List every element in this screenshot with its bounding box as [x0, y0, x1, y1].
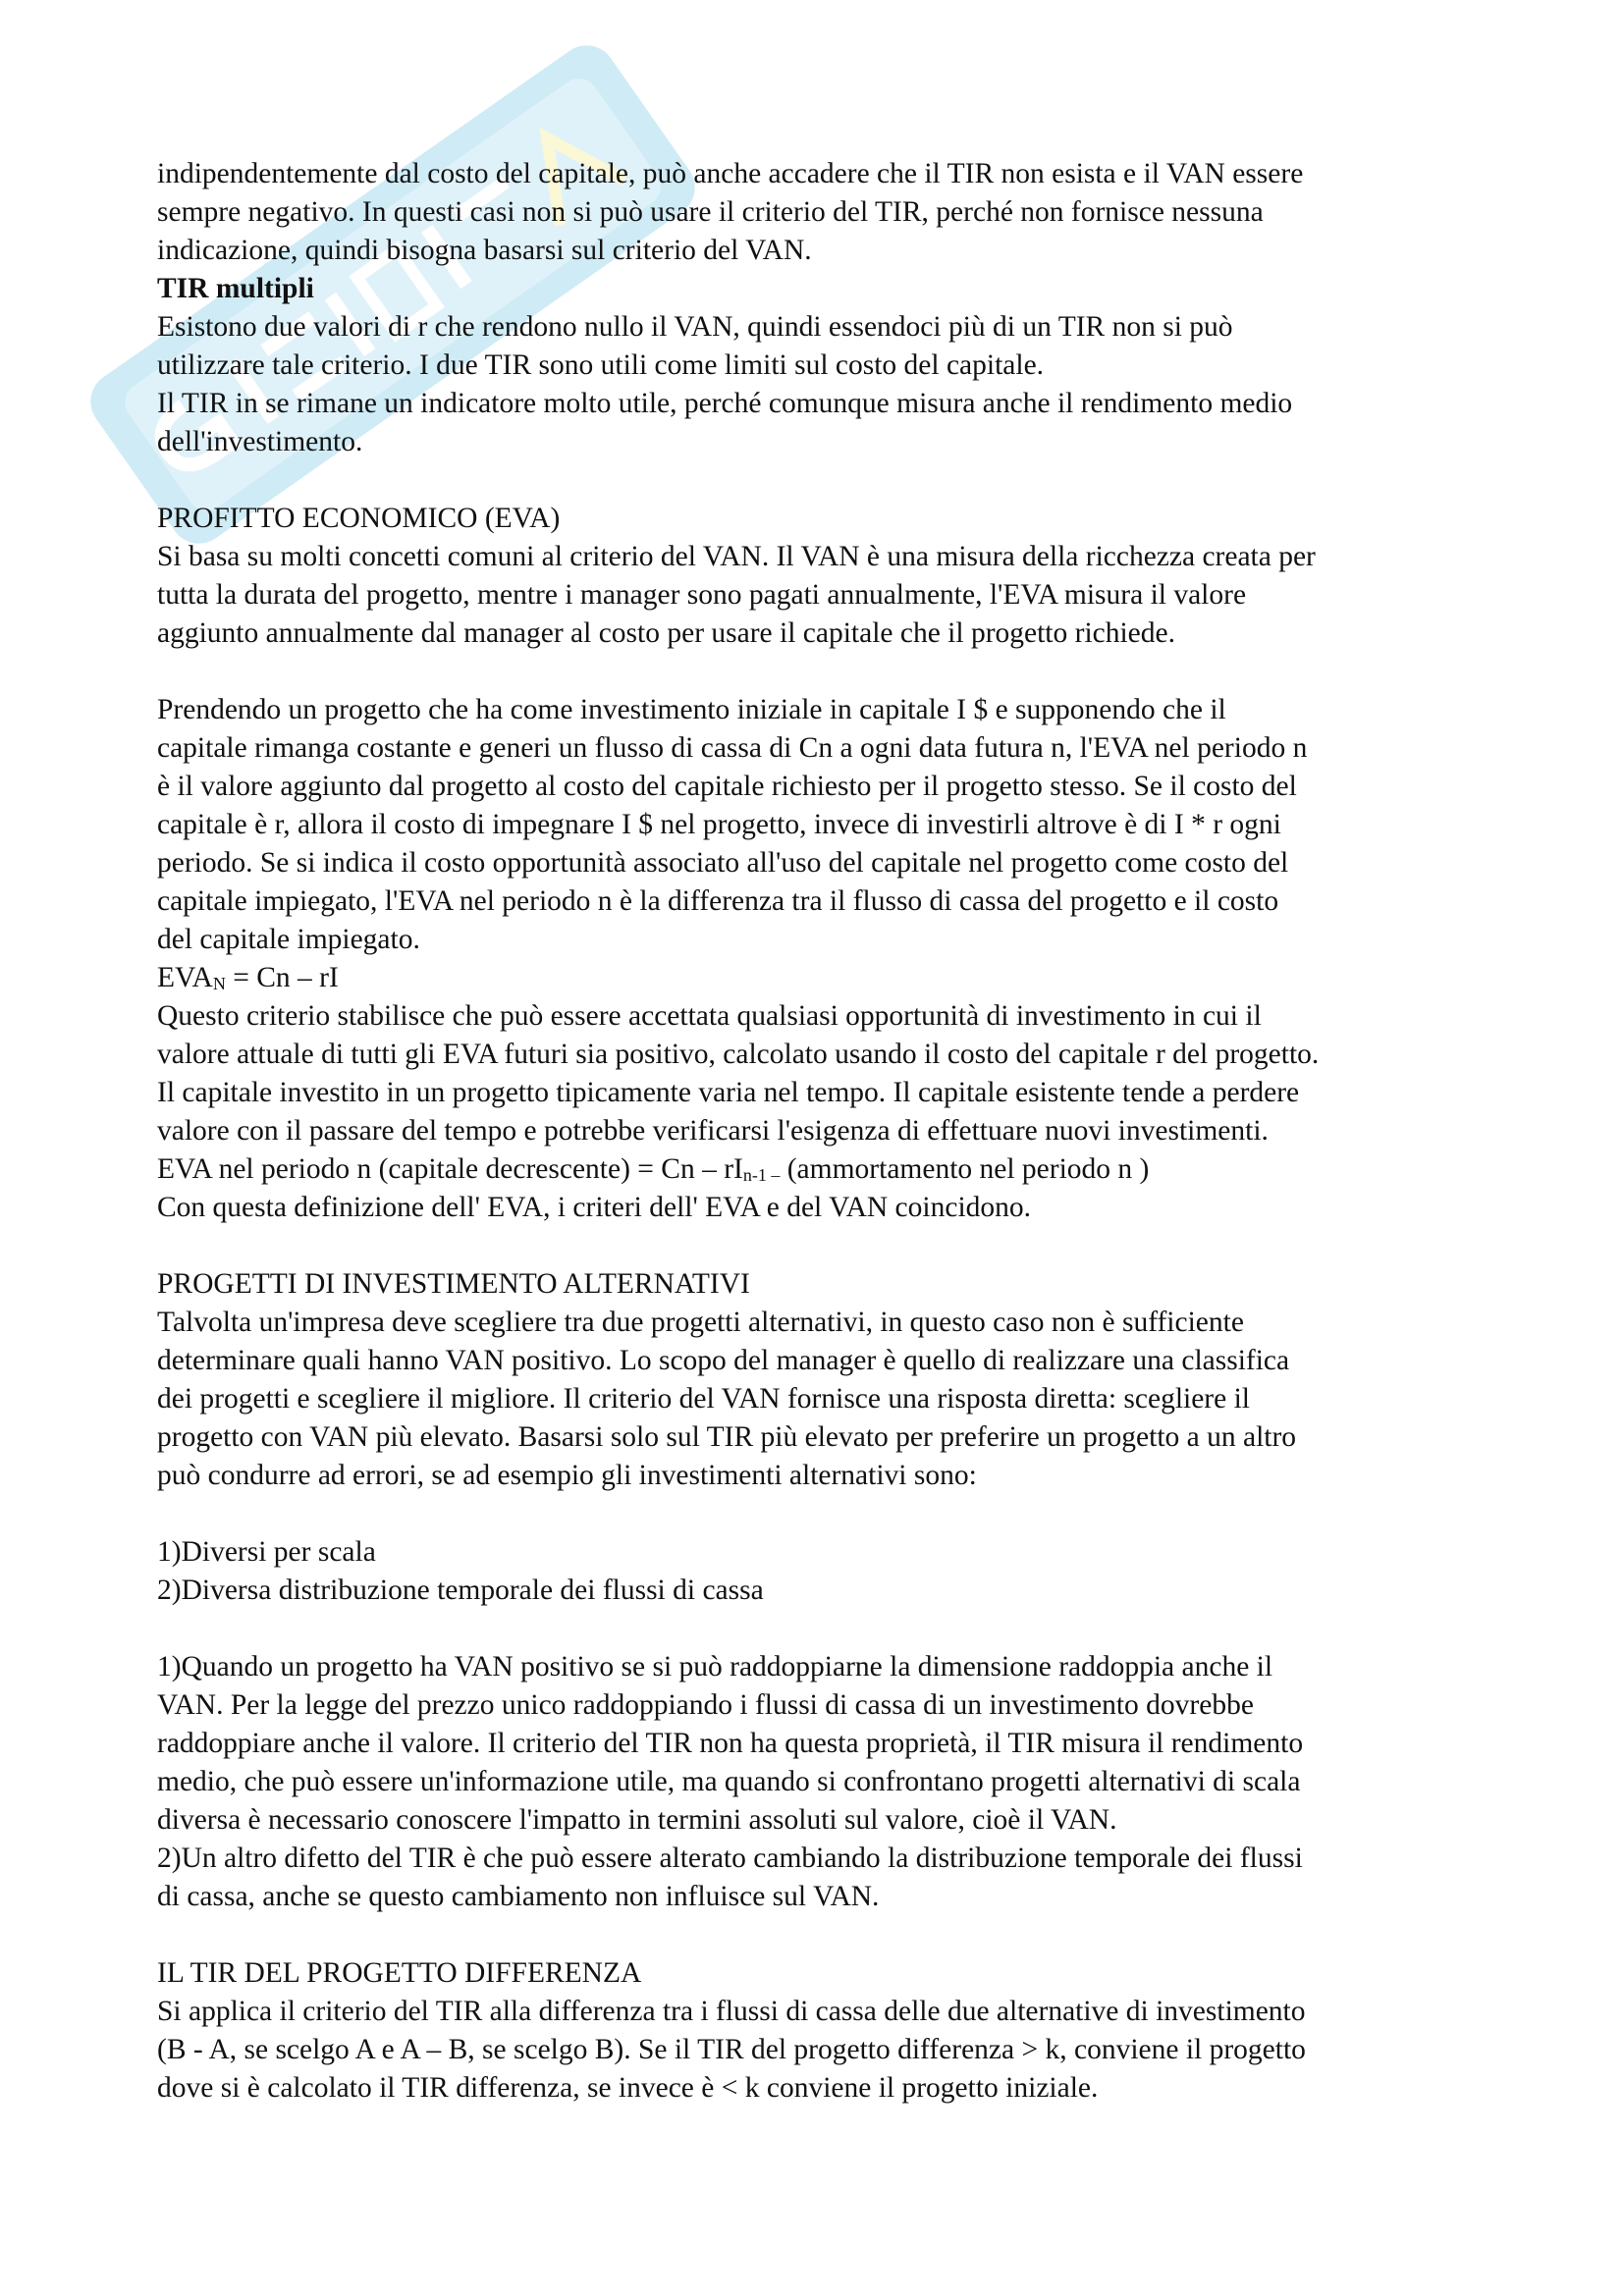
- text-line: utilizzare tale criterio. I due TIR sono utili come limiti sul costo del capitale.: [157, 349, 1045, 381]
- spacer: [157, 1495, 1492, 1533]
- text-line: tutta la durata del progetto, mentre i manager sono pagati annualmente, l'EVA misura il valore: [157, 579, 1247, 611]
- text-line: sempre negativo. In questi casi non si può usare il criterio del TIR, perché non fornisce nessuna: [157, 196, 1264, 228]
- formula-eva-subscript: N: [212, 974, 226, 993]
- text-line: valore attuale di tutti gli EVA futuri sia positivo, calcolato usando il costo del capitale r del progetto.: [157, 1039, 1320, 1070]
- text-line: è il valore aggiunto dal progetto al costo del capitale richiesto per il progetto stesso. Se il costo del: [157, 771, 1297, 802]
- text-line: può condurre ad errori, se ad esempio gli investimenti alternativi sono:: [157, 1460, 977, 1491]
- text-line: 1)Quando un progetto ha VAN positivo se si può raddoppiarne la dimensione raddoppia anche il: [157, 1651, 1273, 1682]
- text-line: Questo criterio stabilisce che può essere accettata qualsiasi opportunità di investimento in cui il: [157, 1000, 1262, 1032]
- text-line: diversa è necessario conoscere l'impatto in termini assoluti sul valore, cioè il VAN.: [157, 1804, 1117, 1836]
- text-line: aggiunto annualmente dal manager al costo per usare il capitale che il progetto richiede.: [157, 617, 1175, 649]
- text-line: progetto con VAN più elevato. Basarsi solo sul TIR più elevato per preferire un progetto a un altro: [157, 1421, 1297, 1453]
- text-line: valore con il passare del tempo e potrebbe verificarsi l'esigenza di effettuare nuovi investimenti.: [157, 1115, 1269, 1147]
- text-line: determinare quali hanno VAN positivo. Lo scopo del manager è quello di realizzare una classifica: [157, 1345, 1290, 1376]
- text-line: periodo. Se si indica il costo opportunità associato all'uso del capitale nel progetto come costo del: [157, 847, 1289, 879]
- heading-tir-multipli: TIR multipli: [157, 273, 314, 304]
- text-line: Con questa definizione dell' EVA, i criteri dell' EVA e del VAN coincidono.: [157, 1192, 1032, 1223]
- text-line: Esistono due valori di r che rendono nullo il VAN, quindi essendoci più di un TIR non si può: [157, 311, 1233, 343]
- text-line: Il capitale investito in un progetto tipicamente varia nel tempo. Il capitale esistente tende a perdere: [157, 1077, 1300, 1108]
- text-line: indipendentemente dal costo del capitale, può anche accadere che il TIR non esista e il VAN essere: [157, 158, 1304, 189]
- heading-progetti-alternativi: PROGETTI DI INVESTIMENTO ALTERNATIVI: [157, 1268, 750, 1300]
- text-line: di cassa, anche se questo cambiamento non influisce sul VAN.: [157, 1881, 880, 1912]
- list-item: 2)Diversa distribuzione temporale dei flussi di cassa: [157, 1575, 764, 1606]
- formula-eva-decrescente-subscript: n-1 –: [742, 1165, 781, 1185]
- text-line: dove si è calcolato il TIR differenza, se invece è < k conviene il progetto iniziale.: [157, 2072, 1099, 2104]
- spacer: [157, 1610, 1492, 1648]
- text-line: indicazione, quindi bisogna basarsi sul criterio del VAN.: [157, 235, 812, 266]
- text-line: VAN. Per la legge del prezzo unico raddoppiando i flussi di cassa di un investimento dovrebbe: [157, 1689, 1254, 1721]
- text-line: medio, che può essere un'informazione utile, ma quando si confrontano progetti alternativi di scala: [157, 1766, 1301, 1797]
- formula-eva-rhs: = Cn – rI: [225, 962, 339, 993]
- spacer: [157, 461, 1492, 500]
- heading-tir-differenza: IL TIR DEL PROGETTO DIFFERENZA: [157, 1957, 642, 1989]
- spacer: [157, 653, 1492, 691]
- text-line: dei progetti e scegliere il migliore. Il criterio del VAN fornisce una risposta diretta: scegliere il: [157, 1383, 1250, 1415]
- text-line: Prendendo un progetto che ha come investimento iniziale in capitale I $ e supponendo che il: [157, 694, 1226, 725]
- formula-eva-lhs: EVA: [157, 962, 213, 993]
- list-item: 1)Diversi per scala: [157, 1536, 376, 1568]
- formula-eva-decrescente-rhs: (ammortamento nel periodo n ): [780, 1153, 1150, 1185]
- heading-profitto-economico: PROFITTO ECONOMICO (EVA): [157, 503, 561, 534]
- document-body: [157, 155, 1492, 2108]
- text-line: Il TIR in se rimane un indicatore molto utile, perché comunque misura anche il rendimento medio: [157, 388, 1293, 419]
- text-line: capitale è r, allora il costo di impegnare I $ nel progetto, invece di investirli altrove è di I * r ogni: [157, 809, 1281, 840]
- text-line: 2)Un altro difetto del TIR è che può essere alterato cambiando la distribuzione temporale dei flussi: [157, 1842, 1303, 1874]
- text-line: dell'investimento.: [157, 426, 363, 457]
- spacer: [157, 1916, 1492, 1954]
- text-line: Si basa su molti concetti comuni al criterio del VAN. Il VAN è una misura della ricchezza creata per: [157, 541, 1316, 572]
- text-line: Talvolta un'impresa deve scegliere tra due progetti alternativi, in questo caso non è sufficiente: [157, 1307, 1244, 1338]
- formula-eva-decrescente-lhs: EVA nel periodo n (capitale decrescente) = Cn – rI: [157, 1153, 743, 1185]
- text-line: (B - A, se scelgo A e A – B, se scelgo B). Se il TIR del progetto differenza > k, conviene il progetto: [157, 2034, 1306, 2065]
- text-line: capitale impiegato, l'EVA nel periodo n è la differenza tra il flusso di cassa del progetto e il costo: [157, 885, 1279, 917]
- spacer: [157, 1227, 1492, 1265]
- formula-eva-decrescente: [157, 1150, 1492, 1189]
- text-line: raddoppiare anche il valore. Il criterio del TIR non ha questa proprietà, il TIR misura il rendimento: [157, 1728, 1304, 1759]
- text-line: del capitale impiegato.: [157, 924, 420, 955]
- text-line: Si applica il criterio del TIR alla differenza tra i flussi di cassa delle due alternative di investimento: [157, 1996, 1306, 2027]
- text-line: capitale rimanga costante e generi un flusso di cassa di Cn a ogni data futura n, l'EVA nel periodo n: [157, 732, 1308, 764]
- formula-eva: [157, 959, 1492, 997]
